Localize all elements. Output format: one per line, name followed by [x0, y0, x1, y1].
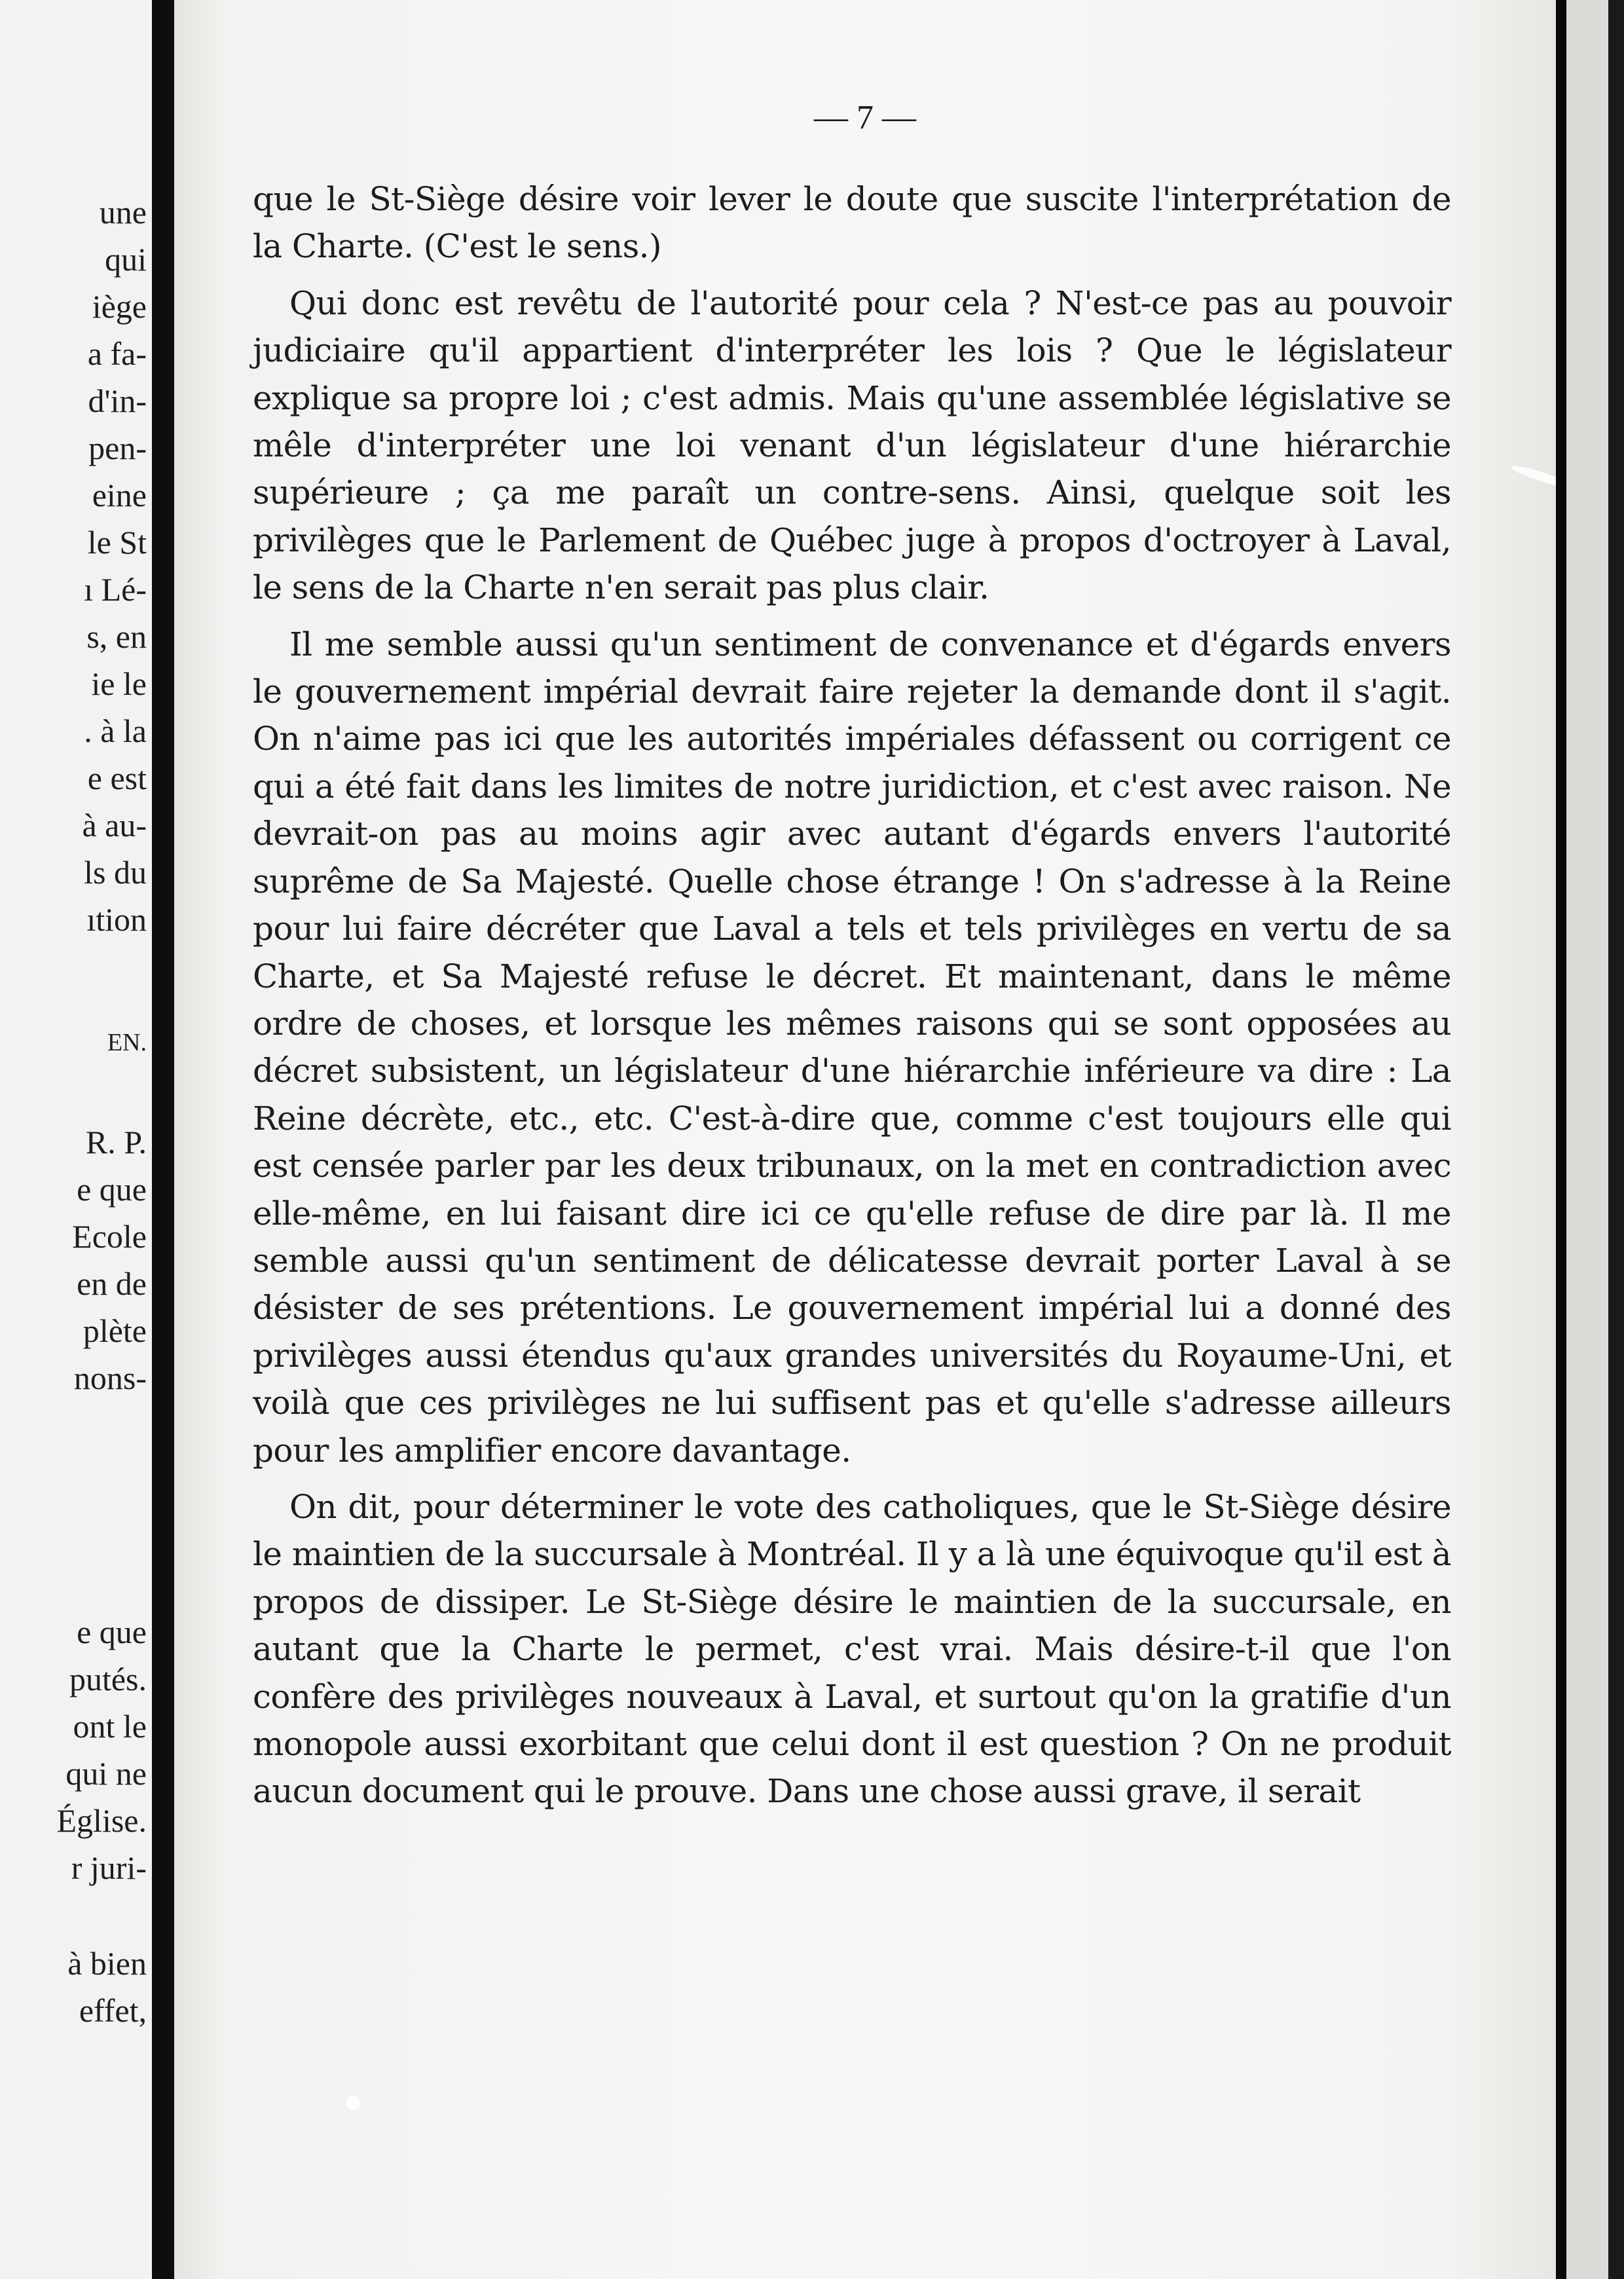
facing-page-text: EN. — [107, 1029, 147, 1056]
paragraph: Qui donc est revêtu de l'autorité pour cela ? N'est-ce pas au pouvoir judiciaire qu'il appartient d'interpréter les lois ? Que le législateur explique sa propre loi ; c'est admis. Mais qu'une assemblée législative se mêle d'interpréter une loi venant d'un législateur d'une hiérarchie supérieure ; ça me paraît un contre-sens. Ainsi, quelque soit les privilèges que le Parlement de Québec juge à propos d'octroyer à Laval, le sens de la Charte n'en serait pas plus clair. — [253, 284, 1451, 607]
facing-page-text: ie le — [91, 665, 147, 702]
page-edge — [1556, 0, 1624, 2279]
facing-page-text: s, en — [86, 618, 147, 655]
page-body — [253, 176, 1451, 1825]
facing-page-text: e est — [87, 760, 147, 796]
facing-page-text: Église. — [56, 1802, 147, 1839]
paragraph: que le St-Siège désire voir lever le doute que suscite l'interprétation de la Charte. (C'est le sens.) — [253, 180, 1451, 266]
scan-blemish — [1510, 462, 1556, 489]
facing-page-text: iège — [92, 288, 147, 325]
facing-page-text: effet, — [79, 1992, 147, 2029]
book-page — [174, 0, 1556, 2279]
facing-page-text: e que — [77, 1614, 147, 1650]
facing-page-text: ı Lé- — [84, 571, 147, 608]
facing-page-text: r juri- — [71, 1849, 147, 1886]
facing-page-text: a fa- — [87, 335, 147, 372]
scan-blemish — [346, 2096, 360, 2110]
facing-page-text: à au- — [82, 807, 147, 843]
facing-page-text: Ecole — [72, 1218, 147, 1255]
facing-page-text: à bien — [67, 1945, 147, 1982]
facing-page-text: qui ne — [65, 1755, 147, 1792]
facing-page-text: . à la — [84, 713, 147, 749]
facing-page-text: nons- — [73, 1360, 147, 1396]
facing-page-text: plète — [83, 1312, 147, 1349]
facing-page-text: en de — [77, 1265, 147, 1302]
facing-page-text: une — [99, 194, 147, 231]
facing-page-text: ls du — [84, 854, 147, 891]
facing-page-text: pen- — [88, 430, 147, 466]
facing-page-text: d'in- — [88, 382, 147, 419]
facing-page-text: R. P. — [85, 1124, 147, 1160]
facing-page-text: e que — [77, 1171, 147, 1208]
facing-page-text: ont le — [73, 1708, 147, 1745]
facing-page — [0, 0, 152, 2279]
facing-page-text: eine — [92, 477, 147, 513]
facing-page-text: ıtion — [86, 901, 147, 938]
paragraph: Il me semble aussi qu'un sentiment de convenance et d'égards envers le gouvernement impérial devrait faire rejeter la demande dont il s'agit. On n'aime pas ici que les autorités impériales défassent ou corrigent ce qui a été fait dans les limites de notre juridiction, et c'est avec raison. Ne devrait-on pas au moins agir avec autant d'égards envers l'autorité suprême de Sa Majesté. Quelle chose étrange ! On s'adresse à la Reine pour lui faire décréter que Laval a tels et tels privilèges en vertu de sa Charte, et Sa Majesté refuse le décret. Et maintenant, dans le même ordre de choses, et lorsque les mêmes raisons qui se sont opposées au décret subsistent, un législateur d'une hiérarchie inférieure va dire : La Reine décrète, etc., etc. C'est-à-dire que, comme c'est toujours elle qui est censée parler par les deux tribunaux, on la met en contradiction avec elle-même, en lui faisant dire ici ce qu'elle refuse de dire par là. Il me semble aussi qu'un sentiment de délicatesse devrait porter Laval à se désister de ses prétentions. Le gouvernement impérial lui a donné des privilèges aussi étendus qu'aux grandes universités du Royaume-Uni, et voilà que ces privilèges ne lui suffisent pas et qu'elle s'adresse ailleurs pour les amplifier encore davantage. — [253, 625, 1451, 1470]
facing-page-text: putés. — [69, 1661, 147, 1697]
facing-page-text: qui — [105, 241, 147, 278]
facing-page-text: le St — [87, 524, 147, 561]
page-number: — 7 — — [814, 99, 916, 136]
paragraph: On dit, pour déterminer le vote des catholiques, que le St-Siège désire le maintien de la succursale à Montréal. Il y a là une équivoque qu'il est à propos de dissiper. Le St-Siège désire le maintien de la succursale, en autant que la Charte le permet, c'est vrai. Mais désire-t-il que l'on confère des privilèges nouveaux à Laval, et surtout qu'on la gratifie d'un monopole aussi exorbitant que celui dont il est question ? On ne produit aucun document qui le prouve. Dans une chose aussi grave, il serait — [253, 1487, 1451, 1811]
book-gutter — [152, 0, 174, 2279]
